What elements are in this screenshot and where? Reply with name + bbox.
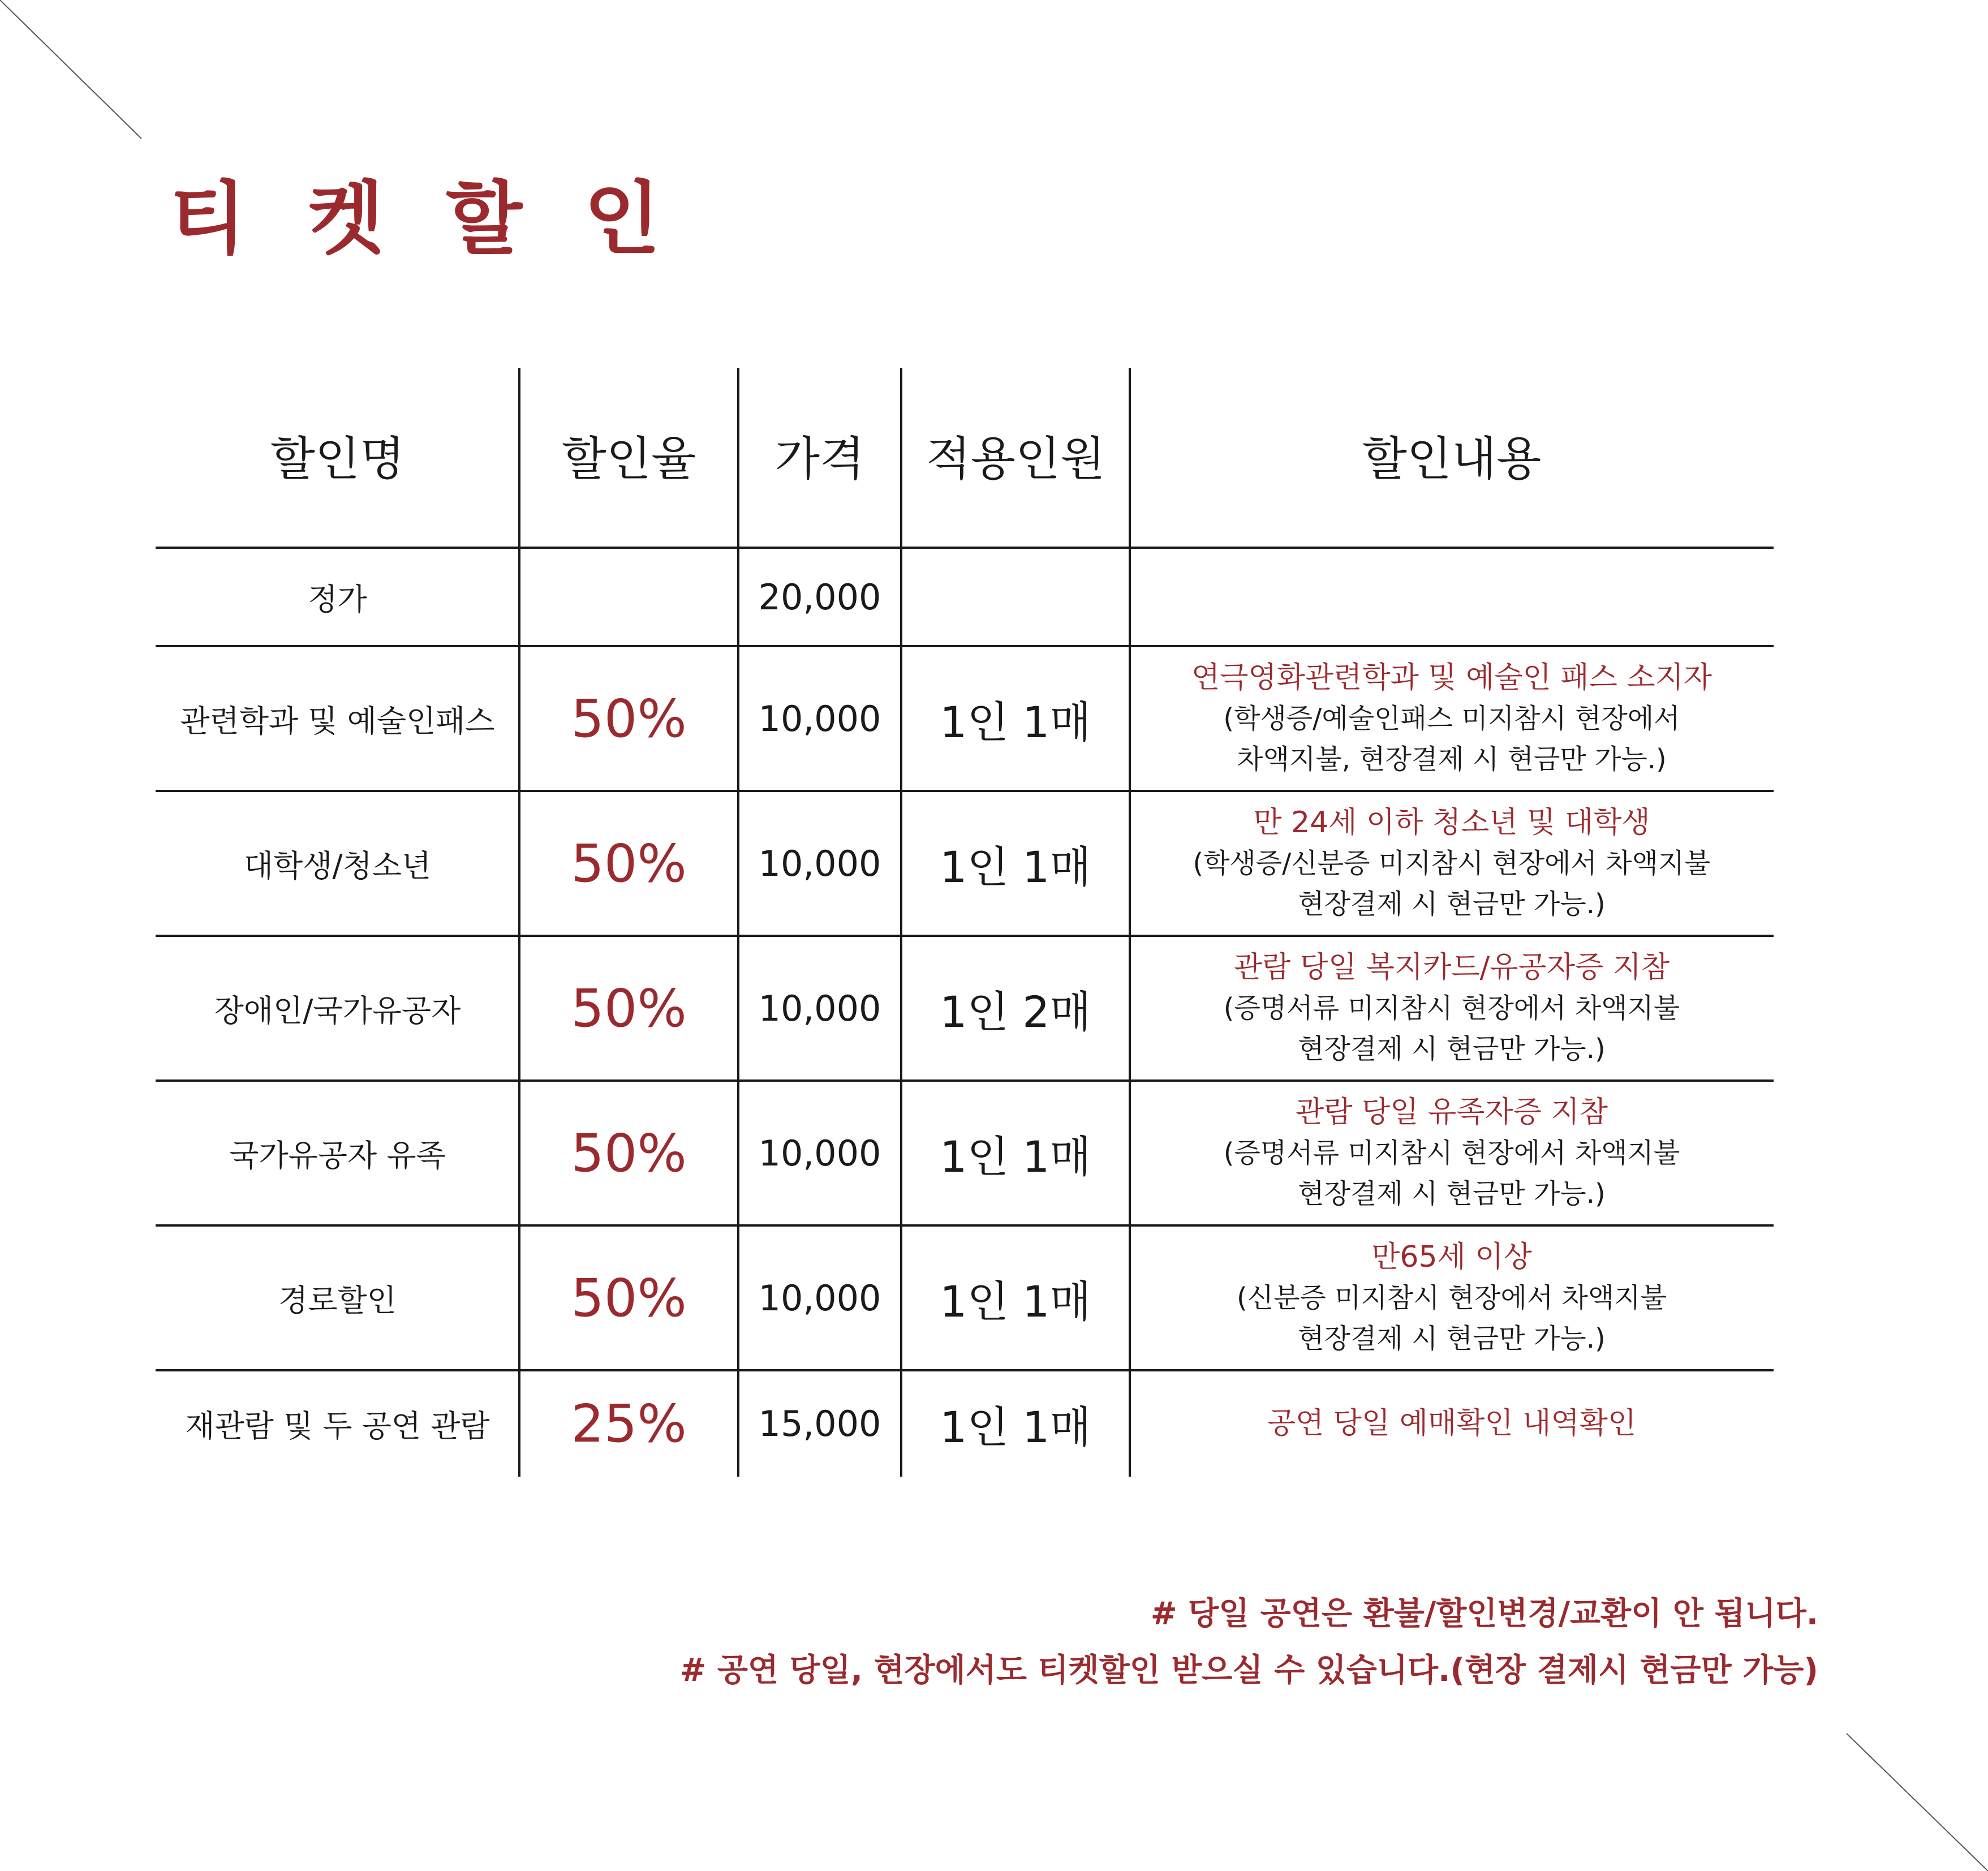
table-header-cell: 할인명 [270, 432, 405, 486]
row-student-youth-detail [1130, 791, 1774, 936]
row-senior-name: 경로할인 [278, 1282, 397, 1318]
row-veteran-family-price: 10,000 [758, 1132, 881, 1174]
row-student-youth-rate: 50% [571, 833, 687, 894]
detail-sub-text: (증명서류 미지참시 현장에서 차액지불 [1223, 1137, 1680, 1169]
table-header-cell: 적용인원 [926, 432, 1105, 486]
notice-onsite-discount: # 공연 당일, 현장에서도 티켓할인 받으실 수 있습니다.(현장 결제시 현금만 가능) [679, 1652, 1818, 1689]
detail-sub-text: 현장결제 시 현금만 가능.) [1298, 888, 1606, 920]
row-related-dept-rate: 50% [571, 688, 687, 749]
row-senior-persons: 1인 1매 [940, 1276, 1091, 1327]
detail-sub-text: (학생증/예술인패스 미지참시 현장에서 [1223, 703, 1680, 734]
row-disabled-detail [1130, 936, 1774, 1081]
row-veteran-family-name: 국가유공자 유족 [229, 1137, 446, 1173]
detail-sub-text: 현장결제 시 현금만 가능.) [1298, 1178, 1606, 1210]
row-veteran-family-persons: 1인 1매 [940, 1131, 1091, 1182]
row-related-dept-persons: 1인 1매 [940, 696, 1091, 747]
row-regular-persons [901, 548, 1130, 646]
detail-sub-text: 현장결제 시 현금만 가능.) [1298, 1033, 1606, 1065]
row-regular-name: 정가 [308, 581, 367, 617]
detail-lead-text: 만 24세 이하 청소년 및 대학생 [1253, 806, 1650, 840]
detail-sub-text: 현장결제 시 현금만 가능.) [1298, 1323, 1606, 1354]
detail-sub-text: (학생증/신분증 미지참시 현장에서 차액지불 [1193, 848, 1711, 879]
row-revisit-persons: 1인 1매 [940, 1401, 1091, 1452]
row-related-dept-price: 10,000 [758, 698, 881, 739]
notice-no-refund: # 당일 공연은 환불/할인변경/교환이 안 됩니다. [1150, 1595, 1818, 1632]
row-regular-price: 20,000 [758, 576, 881, 618]
row-senior-detail [1130, 1225, 1774, 1370]
detail-lead-text: 관람 당일 복지카드/유공자증 지참 [1233, 950, 1670, 984]
row-disabled-persons: 1인 2매 [940, 986, 1091, 1037]
row-related-dept-detail [1130, 646, 1774, 791]
row-senior-rate: 50% [571, 1267, 687, 1328]
row-student-youth-name: 대학생/청소년 [243, 848, 432, 884]
table-header-cell: 가격 [774, 432, 865, 486]
row-related-dept-name: 관련학과 및 예술인패스 [180, 703, 495, 739]
row-student-youth-persons: 1인 1매 [940, 841, 1091, 892]
row-revisit-name: 재관람 및 두 공연 관람 [185, 1408, 490, 1444]
row-disabled-rate: 50% [571, 978, 687, 1039]
detail-sub-text: 차액지불, 현장결제 시 현금만 가능.) [1237, 743, 1667, 775]
detail-sub-text: (신분증 미지참시 현장에서 차액지불 [1236, 1282, 1667, 1314]
detail-lead-text: 만65세 이상 [1371, 1240, 1532, 1274]
row-disabled-name: 장애인/국가유공자 [214, 992, 461, 1029]
discount-table [156, 368, 1774, 1477]
row-regular-detail [1130, 548, 1774, 646]
table-header-cell: 할인율 [561, 432, 696, 486]
row-revisit-detail [1130, 1370, 1774, 1477]
detail-lead-text: 관람 당일 유족자증 지참 [1296, 1095, 1608, 1129]
row-regular-rate [519, 548, 738, 646]
detail-lead-text: 공연 당일 예매확인 내역확인 [1267, 1407, 1637, 1440]
row-revisit-price: 15,000 [758, 1403, 881, 1444]
row-senior-price: 10,000 [758, 1277, 881, 1319]
row-revisit-rate: 25% [571, 1393, 687, 1454]
detail-lead-text: 연극영화관련학과 및 예술인 패스 소지자 [1191, 661, 1712, 695]
detail-sub-text: (증명서류 미지참시 현장에서 차액지불 [1223, 992, 1680, 1024]
row-student-youth-price: 10,000 [758, 842, 881, 884]
row-disabled-price: 10,000 [758, 987, 881, 1029]
corner-decoration-bottom-right [1839, 1726, 1988, 1871]
row-veteran-family-detail [1130, 1081, 1774, 1225]
table-header-cell: 할인내용 [1362, 432, 1542, 486]
row-veteran-family-rate: 50% [571, 1122, 687, 1184]
corner-decoration-top-left [0, 0, 147, 147]
page-title: 티 켓 할 인 [170, 173, 678, 265]
